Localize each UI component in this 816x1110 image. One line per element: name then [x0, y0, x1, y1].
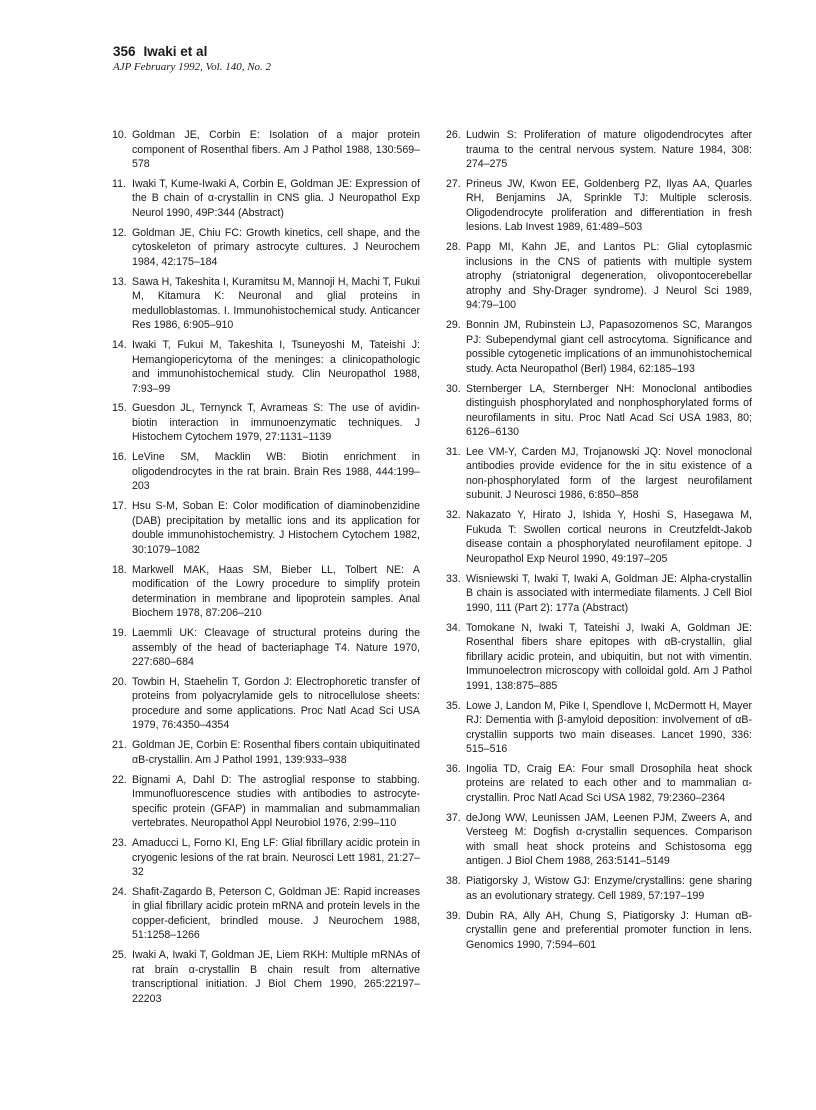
reference-text: Sawa H, Takeshita I, Kuramitsu M, Mannoji H, Machi T, Fukui M, Kitamura K: Neuronal and glial proteins in medulloblastomas. I. Immunohistochemical study. Anticancer Res 1986, 6:905–910 — [132, 275, 420, 332]
reference-number: 24. — [112, 885, 127, 898]
reference-number: 14. — [112, 339, 127, 352]
reference-item — [446, 909, 752, 953]
page-header — [113, 44, 271, 74]
reference-text: Prineus JW, Kwon EE, Goldenberg PZ, Ilyas AA, Quarles RH, Benjamins JA, Sprinkle TJ: Multiple sclerosis. Oligodendrocyte proliferation and differentiation in fresh lesions. Lab Invest 1989, 61:489–503 — [466, 177, 752, 234]
reference-item — [112, 338, 420, 396]
reference-item — [446, 572, 752, 616]
reference-number: 10. — [112, 129, 127, 141]
reference-item — [112, 128, 420, 172]
reference-item — [446, 811, 752, 869]
reference-number: 20. — [112, 675, 127, 688]
reference-number: 21. — [112, 739, 127, 752]
reference-item — [446, 382, 752, 440]
reference-text: Goldman JE, Chiu FC: Growth kinetics, cell shape, and the cytoskeleton of primary astrocyte cultures. J Neurochem 1984, 42:175–184 — [132, 226, 420, 268]
reference-number: 34. — [446, 621, 461, 634]
reference-number: 39. — [446, 909, 461, 922]
references-right-column — [446, 128, 752, 957]
reference-text: LeVine SM, Macklin WB: Biotin enrichment in oligodendrocytes in the rat brain. Brain Res 1988, 444:199–203 — [132, 451, 420, 493]
reference-item — [446, 128, 752, 172]
reference-item — [112, 401, 420, 445]
reference-text: Markwell MAK, Haas SM, Bieber LL, Tolbert NE: A modification of the Lowry procedure to simplify protein determination in membrane and lipoprotein samples. Anal Biochem 1978, 87:206–210 — [132, 563, 420, 620]
reference-number: 35. — [446, 699, 461, 712]
reference-number: 17. — [112, 500, 127, 513]
reference-text: Hsu S-M, Soban E: Color modification of diaminobenzidine (DAB) precipitation by metallic ions and its application for double immunohistochemistry. J Histochem Cytochem 1982, 30:1079–1082 — [132, 500, 420, 556]
reference-item — [112, 275, 420, 333]
reference-item — [112, 836, 420, 880]
reference-number: 26. — [446, 129, 461, 141]
reference-text: Wisniewski T, Iwaki T, Iwaki A, Goldman JE: Alpha-crystallin B chain is associated with intermediate filaments. J Cell Biol 1990, 111 (Part 2): 177a (Abstract) — [466, 572, 752, 614]
reference-item — [446, 177, 752, 235]
reference-text: Guesdon JL, Ternynck T, Avrameas S: The use of avidin-biotin interaction in immunoenzymatic techniques. J Histochem Cytochem 1979, 27:1131–1139 — [132, 402, 420, 444]
reference-text: Dubin RA, Ally AH, Chung S, Piatigorsky J: Human αB-crystallin gene and preferential promoter function in lens. Genomics 1990, 7:594–601 — [466, 909, 752, 951]
reference-number: 18. — [112, 563, 127, 576]
reference-item — [446, 621, 752, 694]
reference-text: deJong WW, Leunissen JAM, Leenen PJM, Zweers A, and Versteeg M: Dogfish α-crystallin sequences. Comparison with small heat shock proteins and Schistosoma egg antigen. J Biol Chem 1988, 263:5141–5149 — [466, 811, 752, 868]
reference-number: 27. — [446, 177, 461, 190]
reference-text: Iwaki A, Iwaki T, Goldman JE, Liem RKH: Multiple mRNAs of rat brain α-crystallin B chain result from alternative transcriptional initiation. J Biol Chem 1990, 265:22197–22203 — [132, 949, 420, 1005]
page-number: 356 — [113, 44, 136, 59]
reference-number: 32. — [446, 509, 461, 522]
reference-number: 37. — [446, 811, 461, 824]
reference-text: Ludwin S: Proliferation of mature oligodendrocytes after trauma to the central nervous system. Nature 1984, 308: 274–275 — [466, 129, 752, 170]
reference-item — [446, 508, 752, 566]
reference-text: Tomokane N, Iwaki T, Tateishi J, Iwaki A, Goldman JE: Rosenthal fibers share epitopes with αB-crystallin, glial fibrillary acidic protein, and ubiquitin, but not with vimentin. Immunoelectron microscopy with colloidal gold. Am J Pathol 1991, 138:875–885 — [466, 621, 752, 692]
reference-number: 38. — [446, 875, 461, 888]
reference-number: 23. — [112, 837, 127, 850]
reference-text: Laemmli UK: Cleavage of structural proteins during the assembly of the head of bacteriaphage T4. Nature 1970, 227:680–684 — [132, 627, 420, 669]
reference-item — [112, 738, 420, 767]
reference-item — [112, 626, 420, 670]
reference-item — [112, 226, 420, 270]
reference-text: Piatigorsky J, Wistow GJ: Enzyme/crystallins: gene sharing as an evolutionary strategy. Cell 1989, 57:197–199 — [466, 875, 752, 902]
reference-text: Papp MI, Kahn JE, and Lantos PL: Glial cytoplasmic inclusions in the CNS of patients with multiple system atrophy (striatonigral degeneration, olivopontocerebellar atrophy and Shy-Drager syndrome). J Neurol Sci 1989, 94:79–100 — [466, 241, 752, 312]
reference-number: 22. — [112, 773, 127, 786]
reference-item — [112, 499, 420, 557]
reference-text: Goldman JE, Corbin E: Rosenthal fibers contain ubiquitinated αB-crystallin. Am J Pathol 1991, 139:933–938 — [132, 739, 420, 766]
reference-number: 25. — [112, 949, 127, 962]
reference-item — [112, 675, 420, 733]
reference-text: Iwaki T, Kume-Iwaki A, Corbin E, Goldman JE: Expression of the B chain of α-crystallin in CNS glia. J Neuropathol Exp Neurol 1990, 49P:344 (Abstract) — [132, 177, 420, 219]
reference-item — [446, 240, 752, 313]
reference-text: Nakazato Y, Hirato J, Ishida Y, Hoshi S, Hasegawa M, Fukuda T: Swollen cortical neurons in Creutzfeldt-Jakob disease contain a phosphorylated neurofilament epitope. J Neuropathol Exp Neurol 1990, 49:197–205 — [466, 509, 752, 565]
reference-number: 29. — [446, 319, 461, 332]
reference-number: 16. — [112, 451, 127, 464]
reference-text: Amaducci L, Forno KI, Eng LF: Glial fibrillary acidic protein in cryogenic lesions of the rat brain. Neurosci Lett 1981, 21:27–32 — [132, 837, 420, 879]
reference-text: Lee VM-Y, Carden MJ, Trojanowski JQ: Novel monoclonal antibodies provide evidence for the in situ existence of a non-phosphorylated form of the largest neurofilament subunit. J Neurosci 1986, 6:850–858 — [466, 445, 752, 502]
reference-item — [112, 177, 420, 221]
reference-text: Iwaki T, Fukui M, Takeshita I, Tsuneyoshi M, Tateishi J: Hemangiopericytoma of the meninges: a clinicopathologic and immunohistochemical study. Clin Neuropathol 1988, 7:93–99 — [132, 339, 420, 395]
reference-item — [112, 773, 420, 831]
reference-text: Shafit-Zagardo B, Peterson C, Goldman JE: Rapid increases in glial fibrillary acidic protein mRNA and protein levels in the copper-deficient, brindled mouse. J Neurochem 1988, 51:1258–1266 — [132, 885, 420, 942]
reference-item — [446, 874, 752, 903]
reference-item — [446, 445, 752, 503]
reference-number: 19. — [112, 627, 127, 640]
reference-text: Bonnin JM, Rubinstein LJ, Papasozomenos SC, Marangos PJ: Subependymal giant cell astrocytoma. Significance and possible cytogenetic implications of an immunohistochemical study. Acta Neuropathol (Berl) 1984, 62:185–193 — [466, 319, 752, 375]
running-authors: Iwaki et al — [143, 44, 208, 59]
reference-number: 30. — [446, 382, 461, 395]
reference-number: 33. — [446, 572, 461, 585]
running-head — [113, 44, 271, 60]
reference-item — [446, 699, 752, 757]
reference-item — [112, 563, 420, 621]
reference-text: Towbin H, Staehelin T, Gordon J: Electrophoretic transfer of proteins from polyacrylamide gels to nitrocellulose sheets: procedure and some applications. Proc Natl Acad Sci USA 1979, 76:4350–4354 — [132, 675, 420, 732]
reference-number: 11. — [112, 177, 126, 190]
reference-number: 28. — [446, 241, 461, 254]
reference-item — [112, 450, 420, 494]
reference-number: 36. — [446, 762, 461, 775]
reference-number: 15. — [112, 402, 127, 415]
reference-text: Goldman JE, Corbin E: Isolation of a major protein component of Rosenthal fibers. Am J Pathol 1988, 130:569–578 — [132, 129, 420, 170]
reference-number: 31. — [446, 445, 461, 458]
reference-item — [446, 762, 752, 806]
journal-citation: AJP February 1992, Vol. 140, No. 2 — [113, 61, 272, 73]
reference-text: Ingolia TD, Craig EA: Four small Drosophila heat shock proteins are related to each other and to mammalian α-crystallin. Proc Natl Acad Sci USA 1982, 79:2360–2364 — [466, 762, 752, 804]
reference-item — [112, 948, 420, 1006]
reference-item — [446, 318, 752, 376]
reference-item — [112, 885, 420, 943]
reference-number: 12. — [112, 226, 127, 239]
reference-text: Bignami A, Dahl D: The astroglial response to stabbing. Immunofluorescence studies with antibodies to astrocyte-specific protein (GFAP) in mammalian and submammalian vertebrates. Neuropathol Appl Neurobiol 1976, 2:99–110 — [132, 773, 420, 830]
reference-text: Lowe J, Landon M, Pike I, Spendlove I, McDermott H, Mayer RJ: Dementia with β-amyloid deposition: involvement of αB-crystallin supports two main diseases. Lancet 1990, 336: 515–516 — [466, 699, 752, 756]
references-left-column — [112, 128, 420, 1012]
reference-text: Sternberger LA, Sternberger NH: Monoclonal antibodies distinguish phosphorylated and nonphosphorylated forms of neurofilaments in situ. Proc Natl Acad Sci USA 1983, 80; 6126–6130 — [466, 382, 752, 439]
reference-number: 13. — [112, 275, 127, 288]
